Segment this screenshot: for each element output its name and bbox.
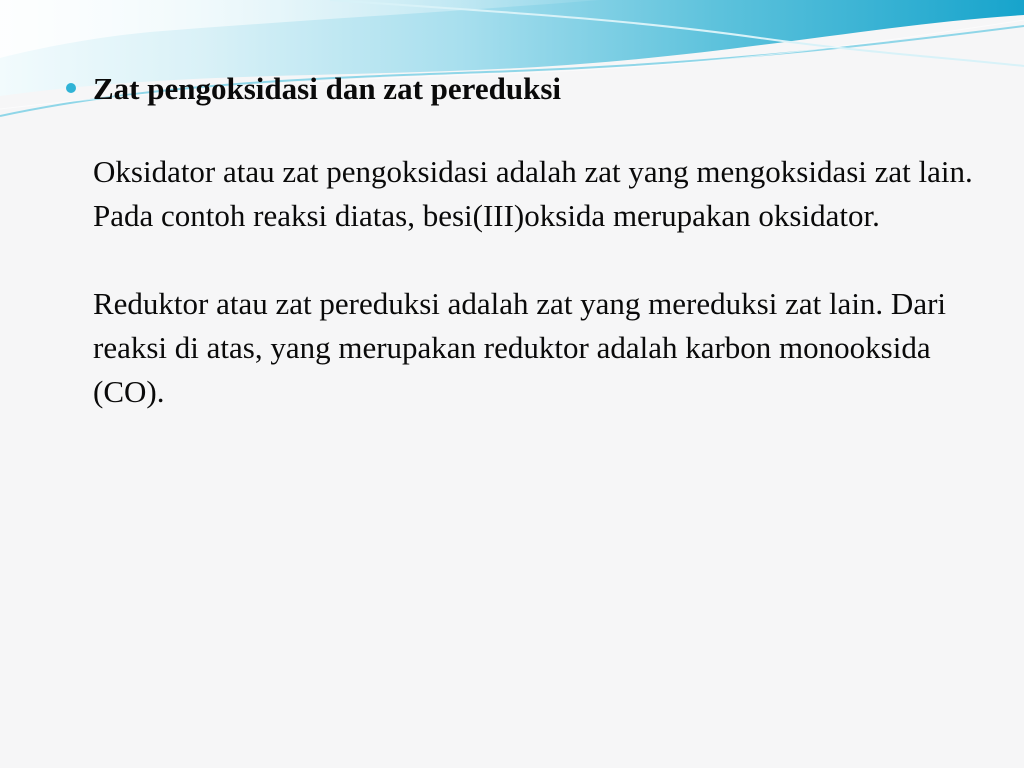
circle-bullet-icon	[66, 83, 76, 93]
reducer-paragraph: Reduktor atau zat pereduksi adalah zat yang mereduksi zat lain. Dari reaksi di atas, yang merupakan reduktor adalah karbon monooksida (CO).	[93, 286, 947, 409]
slide-heading: Zat pengoksidasi dan zat pereduksi	[93, 71, 561, 106]
bullet-item	[66, 70, 996, 108]
bullet-text-block	[93, 70, 561, 108]
oxidizer-paragraph: Oksidator atau zat pengoksidasi adalah zat yang mengoksidasi zat lain. Pada contoh reaksi diatas, besi(III)oksida merupakan oksidator.	[93, 154, 973, 233]
slide-content	[66, 70, 996, 414]
